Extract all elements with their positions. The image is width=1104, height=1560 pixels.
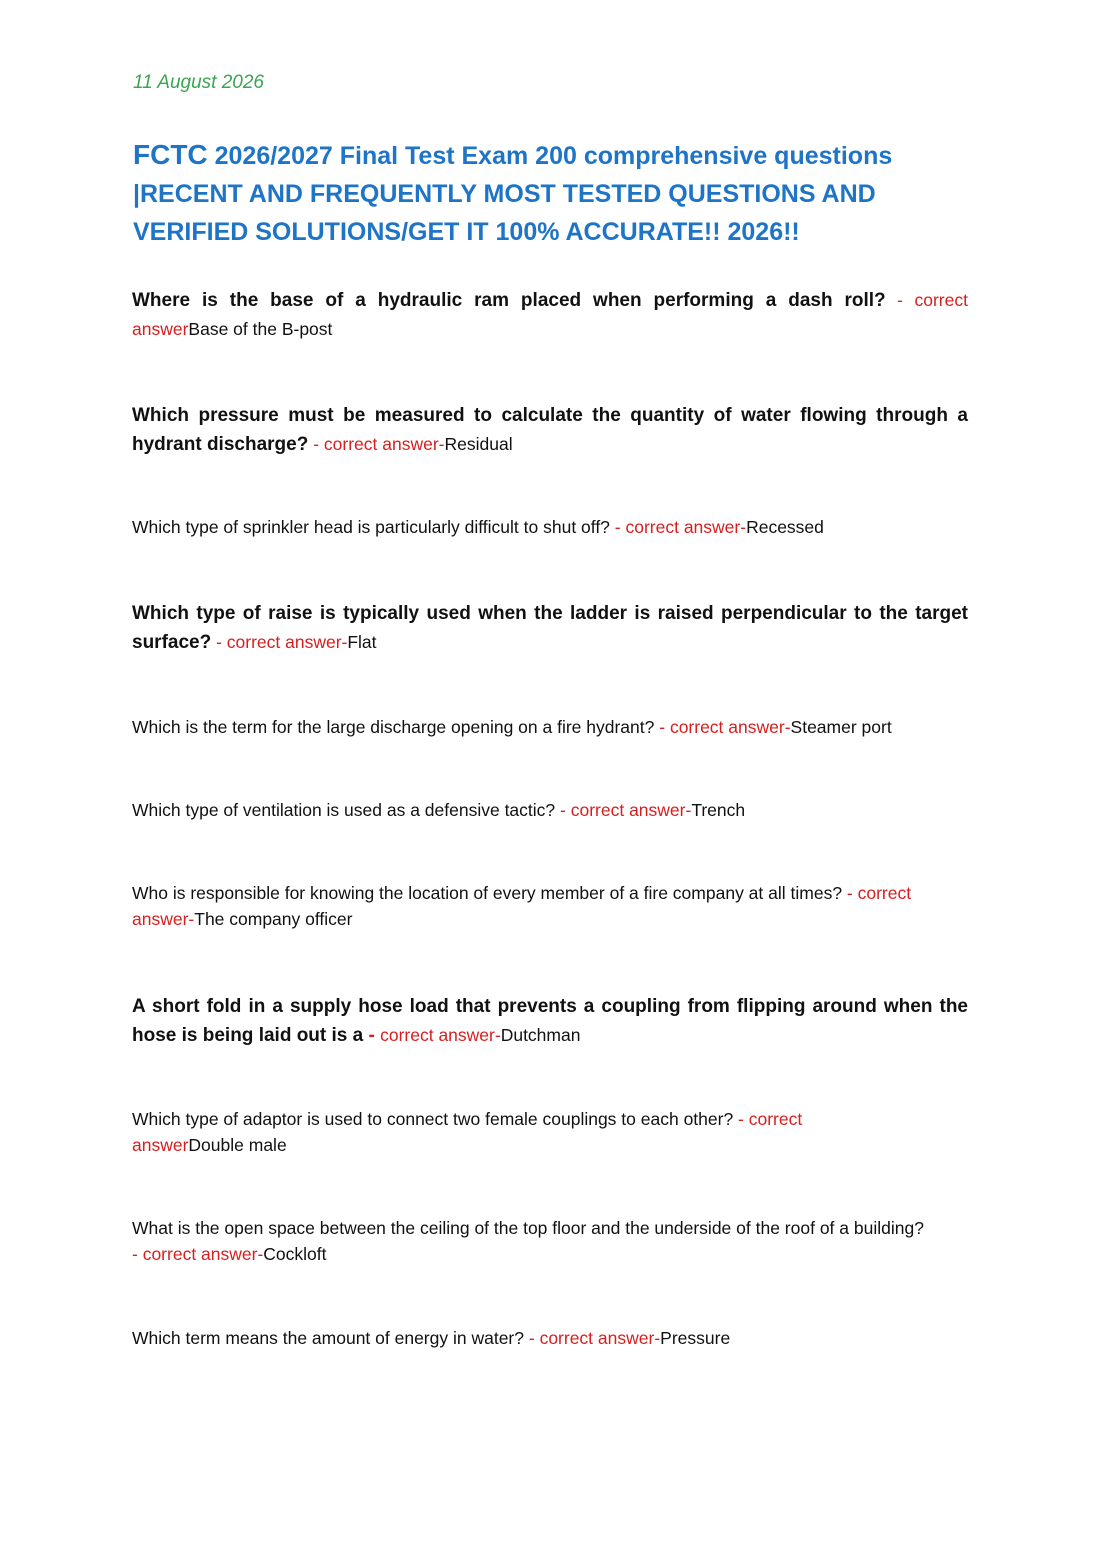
qa-item: [132, 714, 968, 740]
qa-item: [132, 514, 968, 540]
answer-separator: -: [842, 883, 858, 903]
document-date: 11 August 2026: [133, 72, 264, 93]
qa-item: [132, 880, 922, 932]
answer-text: Trench: [691, 800, 746, 820]
correct-answer-label: correct answer-: [669, 717, 791, 737]
answer-text: Base of the B-post: [188, 319, 333, 339]
question-text: What is the open space between the ceiling of the top floor and the underside of the roof of a building?: [132, 1218, 924, 1238]
question-text: Which type of raise is typically used when the ladder is raised perpendicular to the target surface?: [132, 603, 968, 653]
answer-text: Flat: [347, 632, 377, 652]
correct-answer-label: correct answer-: [625, 517, 747, 537]
answer-separator: -: [524, 1328, 540, 1348]
qa-item: [132, 286, 968, 344]
title-lead: FCTC: [133, 139, 208, 170]
question-text: A short fold in a supply hose load that prevents a coupling from flipping around when the hose is being laid out is a: [132, 996, 968, 1046]
question-text: Which term means the amount of energy in water?: [132, 1328, 524, 1348]
question-text: Which type of ventilation is used as a defensive tactic?: [132, 800, 556, 820]
answer-separator: -: [211, 632, 227, 652]
answer-separator: -: [654, 717, 670, 737]
question-text: Who is responsible for knowing the location of every member of a fire company at all times?: [132, 883, 843, 903]
qa-item: [132, 401, 968, 459]
correct-answer-label: correct answer-: [226, 632, 348, 652]
correct-answer-label: correct answer-: [380, 1025, 501, 1045]
answer-text: The company officer: [194, 909, 353, 929]
correct-answer-label: correct answer-: [539, 1328, 661, 1348]
question-text: Which type of sprinkler head is particularly difficult to shut off?: [132, 517, 610, 537]
correct-answer-label: correct answer-: [323, 434, 445, 454]
question-text: Which is the term for the large discharge opening on a fire hydrant?: [132, 717, 655, 737]
title-rest: 2026/2027 Final Test Exam 200 comprehensive questions |RECENT AND FREQUENTLY MOST TESTED QUESTIONS AND VERIFIED SOLUTIONS/GET IT 100% ACCURATE!! 2026!!: [133, 142, 893, 246]
correct-answer-label: correct answer: [132, 290, 968, 339]
answer-text: Steamer port: [790, 717, 892, 737]
question-text: Which pressure must be measured to calculate the quantity of water flowing through a hydrant discharge?: [132, 405, 968, 455]
document-title: [133, 136, 963, 251]
correct-answer-label: correct answer-: [142, 1244, 264, 1264]
qa-item: [132, 992, 968, 1050]
qa-item: [132, 1106, 872, 1158]
qa-item: [132, 599, 968, 657]
answer-separator: -: [609, 517, 626, 537]
answer-text: Cockloft: [263, 1244, 327, 1264]
correct-answer-label: correct answer: [132, 1109, 803, 1155]
answer-text: Dutchman: [500, 1025, 581, 1045]
qa-item: [132, 797, 968, 823]
answer-separator: -: [555, 800, 571, 820]
correct-answer-label: correct answer-: [570, 800, 692, 820]
question-text: Which type of adaptor is used to connect two female couplings to each other?: [132, 1109, 734, 1129]
qa-item: [132, 1215, 932, 1267]
answer-separator: -: [308, 434, 324, 454]
answer-text: Residual: [444, 434, 513, 454]
answer-text: Recessed: [746, 517, 824, 537]
answer-separator: -: [132, 1244, 143, 1264]
correct-answer-label: correct answer-: [132, 883, 912, 929]
answer-text: Pressure: [660, 1328, 731, 1348]
answer-separator: -: [733, 1109, 749, 1129]
answer-separator: -: [885, 290, 915, 310]
question-text: Where is the base of a hydraulic ram placed when performing a dash roll?: [132, 290, 886, 311]
qa-item: [132, 1325, 968, 1351]
answer-separator: -: [363, 1025, 381, 1046]
answer-text: Double male: [188, 1135, 287, 1155]
